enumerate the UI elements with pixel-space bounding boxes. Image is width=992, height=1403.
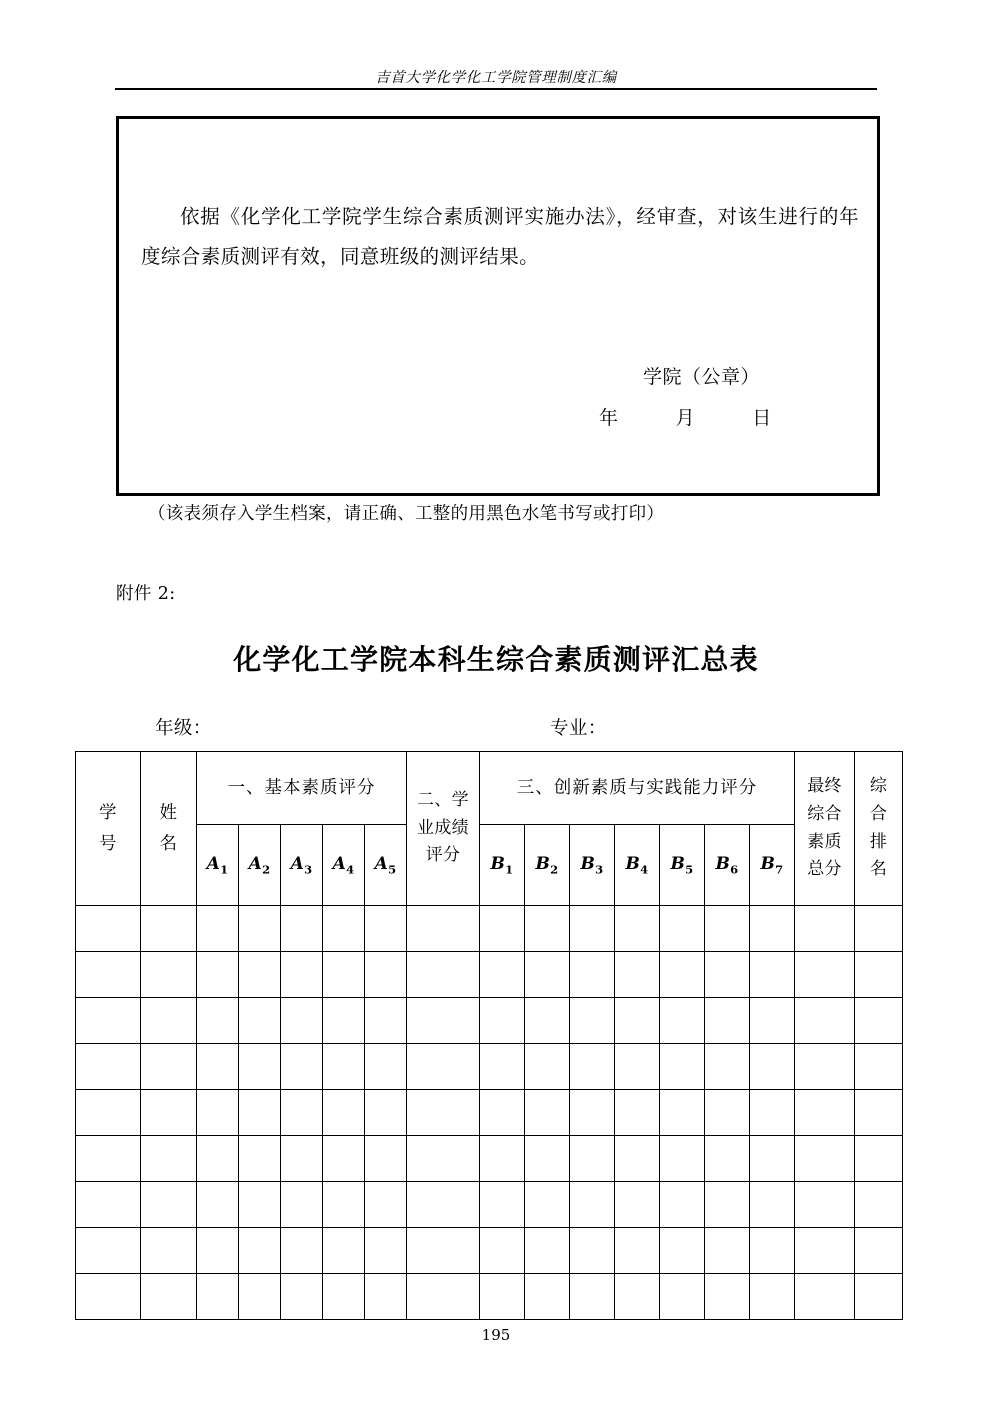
table-cell[interactable] — [705, 1182, 750, 1228]
table-cell[interactable] — [365, 952, 407, 998]
table-cell[interactable] — [525, 998, 570, 1044]
header-group-innovation: 三、创新素质与实践能力评分 — [480, 752, 795, 825]
table-cell[interactable] — [615, 1274, 660, 1320]
academic-line-1: 二、学 — [417, 790, 469, 811]
table-cell[interactable] — [750, 1136, 795, 1182]
table-cell[interactable] — [795, 1090, 855, 1136]
table-cell[interactable] — [855, 1090, 903, 1136]
table-cell[interactable] — [795, 952, 855, 998]
table-cell[interactable] — [281, 1182, 323, 1228]
header-code-b3 — [570, 825, 615, 906]
header-code-b2 — [525, 825, 570, 906]
table-cell[interactable] — [197, 1274, 239, 1320]
table-cell[interactable] — [365, 1090, 407, 1136]
table-cell[interactable] — [141, 1090, 197, 1136]
code-b3-sub: 3 — [595, 862, 604, 877]
table-cell[interactable] — [239, 1182, 281, 1228]
table-cell[interactable] — [570, 1228, 615, 1274]
table-cell[interactable] — [855, 1274, 903, 1320]
table-cell[interactable] — [525, 1044, 570, 1090]
table-cell[interactable] — [239, 906, 281, 952]
student-name-line-1: 姓 — [159, 803, 178, 824]
header-code-b4 — [615, 825, 660, 906]
table-cell[interactable] — [480, 906, 525, 952]
table-row — [76, 1274, 903, 1320]
table-cell[interactable] — [660, 1136, 705, 1182]
statement-box — [116, 116, 880, 496]
code-a4-sub: 4 — [346, 862, 355, 877]
table-cell[interactable] — [281, 1044, 323, 1090]
table-cell[interactable] — [197, 1182, 239, 1228]
table-cell[interactable] — [480, 1228, 525, 1274]
table-cell[interactable] — [76, 1136, 141, 1182]
table-cell[interactable] — [323, 1090, 365, 1136]
table-cell[interactable] — [480, 1044, 525, 1090]
code-a2-sub: 2 — [262, 862, 271, 877]
table-cell[interactable] — [76, 1228, 141, 1274]
table-cell[interactable] — [855, 906, 903, 952]
table-cell[interactable] — [660, 1228, 705, 1274]
table-cell[interactable] — [365, 1228, 407, 1274]
overall-rank-line-3: 排 — [869, 831, 888, 852]
overall-rank-line-1: 综 — [869, 776, 888, 797]
table-cell[interactable] — [239, 1228, 281, 1274]
table-cell[interactable] — [239, 1274, 281, 1320]
code-b6-sub: 6 — [730, 862, 739, 877]
table-cell[interactable] — [76, 1274, 141, 1320]
table-cell[interactable] — [660, 1090, 705, 1136]
table-cell[interactable] — [855, 952, 903, 998]
table-cell[interactable] — [323, 1136, 365, 1182]
table-row — [76, 1228, 903, 1274]
table-cell[interactable] — [705, 1274, 750, 1320]
table-row — [76, 1044, 903, 1090]
table-cell[interactable] — [365, 906, 407, 952]
table-cell[interactable] — [525, 1182, 570, 1228]
table-row — [76, 998, 903, 1044]
table-cell[interactable] — [570, 998, 615, 1044]
table-cell[interactable] — [407, 1274, 480, 1320]
academic-line-2: 业成绩 — [417, 817, 469, 838]
final-total-line-3: 素质 — [807, 831, 842, 852]
table-cell[interactable] — [365, 1136, 407, 1182]
table-cell[interactable] — [407, 1044, 480, 1090]
student-name-line-2: 名 — [159, 833, 178, 854]
table-cell[interactable] — [323, 998, 365, 1044]
header-academic-score — [407, 752, 480, 906]
table-cell[interactable] — [570, 1182, 615, 1228]
table-cell[interactable] — [480, 1090, 525, 1136]
code-b5-letter: B — [670, 854, 686, 875]
table-cell[interactable] — [750, 1274, 795, 1320]
table-cell[interactable] — [480, 1182, 525, 1228]
table-cell[interactable] — [855, 1182, 903, 1228]
table-cell[interactable] — [197, 1136, 239, 1182]
table-cell[interactable] — [197, 1044, 239, 1090]
table-row — [76, 1182, 903, 1228]
table-cell[interactable] — [660, 1044, 705, 1090]
attachment-label: 附件 2: — [116, 584, 176, 604]
table-cell[interactable] — [141, 1136, 197, 1182]
header-code-b6 — [705, 825, 750, 906]
code-a2-letter: A — [248, 854, 263, 875]
table-cell[interactable] — [525, 1228, 570, 1274]
table-cell[interactable] — [615, 1136, 660, 1182]
table-cell[interactable] — [480, 1274, 525, 1320]
table-cell[interactable] — [281, 1136, 323, 1182]
overall-rank-line-4: 名 — [869, 859, 888, 880]
table-row — [76, 906, 903, 952]
table-cell[interactable] — [855, 1136, 903, 1182]
code-b2-letter: B — [535, 854, 551, 875]
final-total-line-1: 最终 — [807, 776, 842, 797]
code-a1-sub: 1 — [220, 862, 229, 877]
code-b4-letter: B — [625, 854, 641, 875]
code-b7-letter: B — [760, 854, 776, 875]
table-cell[interactable] — [615, 1182, 660, 1228]
table-cell[interactable] — [705, 952, 750, 998]
table-cell[interactable] — [795, 1182, 855, 1228]
table-cell[interactable] — [197, 952, 239, 998]
table-cell[interactable] — [141, 1182, 197, 1228]
table-cell[interactable] — [615, 1090, 660, 1136]
header-code-b1 — [480, 825, 525, 906]
table-cell[interactable] — [615, 952, 660, 998]
table-cell[interactable] — [750, 1182, 795, 1228]
code-b6-letter: B — [715, 854, 731, 875]
table-cell[interactable] — [197, 998, 239, 1044]
code-b3-letter: B — [580, 854, 596, 875]
final-total-line-2: 综合 — [807, 803, 842, 824]
table-cell[interactable] — [281, 1274, 323, 1320]
header-code-b7 — [750, 825, 795, 906]
student-id-line-2: 号 — [99, 833, 117, 854]
code-b4-sub: 4 — [640, 862, 649, 877]
table-cell[interactable] — [197, 1228, 239, 1274]
table-cell[interactable] — [705, 906, 750, 952]
code-a5-letter: A — [374, 854, 389, 875]
date-month-label: 月 — [675, 406, 696, 429]
table-cell[interactable] — [365, 998, 407, 1044]
table-cell[interactable] — [660, 998, 705, 1044]
table-row — [76, 1136, 903, 1182]
table-row — [76, 952, 903, 998]
table-cell[interactable] — [570, 1274, 615, 1320]
table-cell[interactable] — [615, 1228, 660, 1274]
header-group-basic-quality: 一、基本素质评分 — [197, 752, 407, 825]
table-cell[interactable] — [705, 1090, 750, 1136]
table-cell[interactable] — [141, 1044, 197, 1090]
table-cell[interactable] — [660, 952, 705, 998]
table-cell[interactable] — [141, 1228, 197, 1274]
table-cell[interactable] — [750, 906, 795, 952]
table-cell[interactable] — [281, 1228, 323, 1274]
table-cell[interactable] — [239, 998, 281, 1044]
table-cell[interactable] — [525, 906, 570, 952]
signature-date-line — [549, 398, 859, 439]
table-cell[interactable] — [76, 998, 141, 1044]
table-cell[interactable] — [365, 1182, 407, 1228]
table-cell[interactable] — [795, 1044, 855, 1090]
date-day-label: 日 — [752, 406, 772, 429]
table-cell[interactable] — [570, 1044, 615, 1090]
final-total-line-4: 总分 — [807, 859, 842, 880]
table-cell[interactable] — [407, 998, 480, 1044]
student-id-line-1: 学 — [99, 803, 117, 824]
header-code-a4 — [323, 825, 365, 906]
header-code-a2 — [239, 825, 281, 906]
table-cell[interactable] — [76, 952, 141, 998]
code-b7-sub: 7 — [775, 862, 784, 877]
table-cell[interactable] — [660, 1182, 705, 1228]
table-cell[interactable] — [141, 1274, 197, 1320]
header-code-a3 — [281, 825, 323, 906]
table-cell[interactable] — [750, 1090, 795, 1136]
header-overall-rank — [855, 752, 903, 906]
date-year-label: 年 — [599, 406, 619, 429]
table-cell[interactable] — [323, 1274, 365, 1320]
table-cell[interactable] — [570, 1090, 615, 1136]
table-cell[interactable] — [795, 1228, 855, 1274]
form-title: 化学化工学院本科生综合素质测评汇总表 — [233, 643, 759, 676]
table-cell[interactable] — [615, 906, 660, 952]
table-cell[interactable] — [795, 906, 855, 952]
table-cell[interactable] — [480, 998, 525, 1044]
table-cell[interactable] — [855, 1228, 903, 1274]
academic-line-3: 评分 — [425, 845, 461, 866]
table-cell[interactable] — [795, 998, 855, 1044]
table-cell[interactable] — [197, 906, 239, 952]
table-cell[interactable] — [365, 1044, 407, 1090]
table-cell[interactable] — [750, 998, 795, 1044]
code-b1-sub: 1 — [505, 862, 514, 877]
page-number: 195 — [481, 1326, 511, 1344]
table-cell[interactable] — [407, 1090, 480, 1136]
code-a3-letter: A — [290, 854, 305, 875]
table-cell[interactable] — [750, 1228, 795, 1274]
code-b2-sub: 2 — [550, 862, 559, 877]
overall-rank-line-2: 合 — [869, 803, 888, 824]
table-cell[interactable] — [660, 1274, 705, 1320]
table-cell[interactable] — [750, 1044, 795, 1090]
header-code-a5 — [365, 825, 407, 906]
table-cell[interactable] — [525, 1136, 570, 1182]
table-cell[interactable] — [323, 1228, 365, 1274]
table-cell[interactable] — [570, 952, 615, 998]
table-row — [76, 1090, 903, 1136]
table-cell[interactable] — [795, 1274, 855, 1320]
table-cell[interactable] — [407, 952, 480, 998]
header-row-top — [76, 752, 903, 825]
table-cell[interactable] — [750, 952, 795, 998]
table-cell[interactable] — [705, 1044, 750, 1090]
table-cell[interactable] — [480, 1136, 525, 1182]
code-b5-sub: 5 — [685, 862, 694, 877]
signature-block — [549, 357, 859, 439]
table-cell[interactable] — [365, 1274, 407, 1320]
code-a1-letter: A — [206, 854, 221, 875]
header-rule — [115, 88, 877, 90]
table-cell[interactable] — [525, 952, 570, 998]
evaluation-summary-table — [75, 751, 903, 1320]
table-cell[interactable] — [76, 1090, 141, 1136]
header-final-total-score — [795, 752, 855, 906]
table-cell[interactable] — [281, 998, 323, 1044]
table-cell[interactable] — [323, 952, 365, 998]
table-cell[interactable] — [615, 998, 660, 1044]
table-cell[interactable] — [239, 1044, 281, 1090]
running-header: 吉首大学化学化工学院管理制度汇编 — [375, 70, 617, 86]
table-cell[interactable] — [141, 906, 197, 952]
box-note: （该表须存入学生档案，请正确、工整的用黑色水笔书写或打印） — [148, 504, 665, 524]
header-row-codes — [76, 825, 903, 906]
table-cell[interactable] — [239, 952, 281, 998]
header-student-name — [141, 752, 197, 906]
code-b1-letter: B — [490, 854, 506, 875]
table-cell[interactable] — [281, 952, 323, 998]
code-a5-sub: 5 — [388, 862, 397, 877]
table-cell[interactable] — [323, 1044, 365, 1090]
table-cell[interactable] — [323, 1182, 365, 1228]
header-student-id — [76, 752, 141, 906]
table-cell[interactable] — [855, 1044, 903, 1090]
table-cell[interactable] — [705, 1228, 750, 1274]
grade-label: 年级： — [155, 718, 212, 739]
table-cell[interactable] — [570, 1136, 615, 1182]
table-cell[interactable] — [141, 952, 197, 998]
table-cell[interactable] — [615, 1044, 660, 1090]
table-cell[interactable] — [705, 998, 750, 1044]
table-cell[interactable] — [407, 1228, 480, 1274]
table-cell[interactable] — [705, 1136, 750, 1182]
table-cell[interactable] — [76, 1182, 141, 1228]
table-cell[interactable] — [239, 1090, 281, 1136]
statement-paragraph: 依据《化学化工学院学生综合素质测评实施办法》，经审查，对该生进行的年度综合素质测评有效，同意班级的测评结果。 — [141, 205, 859, 268]
table-cell[interactable] — [76, 906, 141, 952]
table-cell[interactable] — [407, 1182, 480, 1228]
table-cell[interactable] — [480, 952, 525, 998]
table-cell[interactable] — [281, 1090, 323, 1136]
table-cell[interactable] — [407, 1136, 480, 1182]
table-cell[interactable] — [660, 906, 705, 952]
table-cell[interactable] — [407, 906, 480, 952]
table-cell[interactable] — [570, 906, 615, 952]
table-cell[interactable] — [855, 998, 903, 1044]
header-code-b5 — [660, 825, 705, 906]
table-cell[interactable] — [197, 1090, 239, 1136]
table-cell[interactable] — [76, 1044, 141, 1090]
major-label: 专业： — [550, 718, 607, 739]
signature-organization: 学院（公章） — [643, 366, 761, 388]
code-a3-sub: 3 — [304, 862, 313, 877]
header-code-a1 — [197, 825, 239, 906]
table-cell[interactable] — [239, 1136, 281, 1182]
table-cell[interactable] — [525, 1090, 570, 1136]
code-a4-letter: A — [332, 854, 347, 875]
table-cell[interactable] — [141, 998, 197, 1044]
table-cell[interactable] — [323, 906, 365, 952]
table-cell[interactable] — [795, 1136, 855, 1182]
table-cell[interactable] — [525, 1274, 570, 1320]
table-cell[interactable] — [281, 906, 323, 952]
table-body — [76, 752, 903, 1320]
